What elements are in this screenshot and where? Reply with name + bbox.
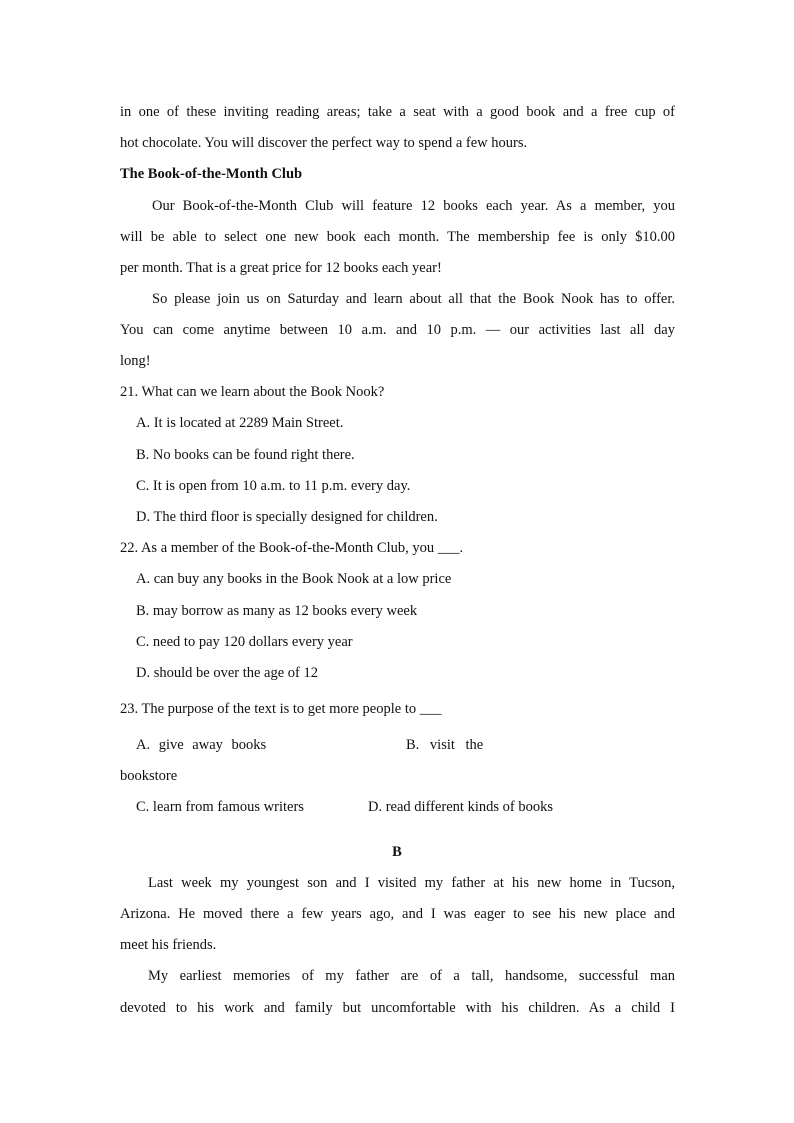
paragraph-line: My earliest memories of my father are of a tall, handsome, successful man	[148, 968, 675, 984]
paragraph-line: Last week my youngest son and I visited my father at his new home in Tucson,	[148, 875, 675, 891]
passage-line: in one of these inviting reading areas; take a seat with a good book and a free cup of	[120, 104, 675, 120]
paragraph-line: Our Book-of-the-Month Club will feature 12 books each year. As a member, you	[152, 198, 675, 214]
answer-option: D. should be over the age of 12	[136, 665, 319, 681]
answer-option: C. It is open from 10 a.m. to 11 p.m. every day.	[136, 478, 411, 494]
section-title: B	[392, 844, 402, 860]
question-stem: 23. The purpose of the text is to get more people to ___	[120, 701, 442, 717]
paragraph-line: per month. That is a great price for 12 books each year!	[120, 260, 442, 276]
paragraph-line: long!	[120, 353, 151, 369]
question-stem: 21. What can we learn about the Book Nook?	[120, 384, 385, 400]
section-heading: The Book-of-the-Month Club	[120, 166, 303, 182]
answer-option: C. learn from famous writers	[136, 799, 304, 815]
answer-option: D. The third floor is specially designed for children.	[136, 509, 438, 525]
answer-option: D. read different kinds of books	[368, 799, 553, 815]
answer-option: B. may borrow as many as 12 books every week	[136, 603, 418, 619]
question-stem: 22. As a member of the Book-of-the-Month Club, you ___.	[120, 540, 464, 556]
answer-option: A. It is located at 2289 Main Street.	[136, 415, 344, 431]
paragraph-line: devoted to his work and family but uncomfortable with his children. As a child I	[120, 1000, 675, 1016]
paragraph-line: Arizona. He moved there a few years ago, and I was eager to see his new place and	[120, 906, 675, 922]
answer-option: B. visit the	[406, 737, 484, 753]
paragraph-line: You can come anytime between 10 a.m. and 10 p.m. — our activities last all day	[120, 322, 675, 338]
answer-option: B. No books can be found right there.	[136, 447, 355, 463]
answer-option-continuation: bookstore	[120, 768, 178, 784]
passage-line: hot chocolate. You will discover the perfect way to spend a few hours.	[120, 135, 528, 151]
paragraph-line: meet his friends.	[120, 937, 217, 953]
answer-option: C. need to pay 120 dollars every year	[136, 634, 353, 650]
answer-option: A. can buy any books in the Book Nook at a low price	[136, 571, 452, 587]
paragraph-line: So please join us on Saturday and learn about all that the Book Nook has to offer.	[152, 291, 675, 307]
answer-option: A. give away books	[136, 737, 267, 753]
paragraph-line: will be able to select one new book each month. The membership fee is only $10.00	[120, 229, 675, 245]
